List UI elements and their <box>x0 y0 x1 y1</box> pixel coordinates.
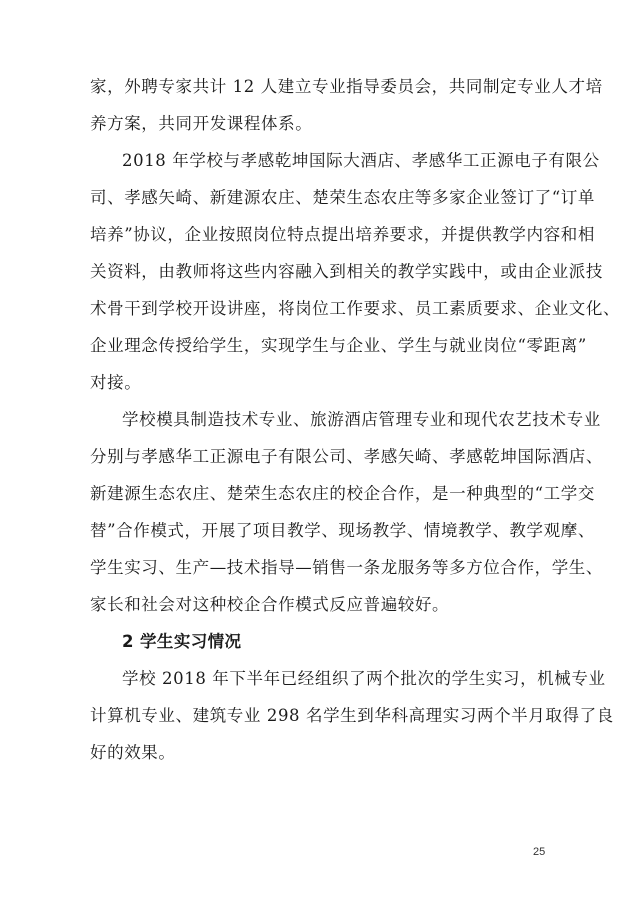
paragraph-line: 学校 2018 年下半年已经组织了两个批次的学生实习，机械专业 <box>122 669 606 688</box>
paragraph-line: 对接。 <box>90 373 142 392</box>
paragraph-line: 司、孝感矢崎、新建源农庄、楚荣生态农庄等多家企业签订了“订单 <box>90 188 595 207</box>
paragraph-line: 新建源生态农庄、楚荣生态农庄的校企合作，是一种典型的“工学交 <box>90 484 595 503</box>
paragraph-line: 学生实习、生产—技术指导—销售一条龙服务等多方位合作，学生、 <box>90 558 603 577</box>
paragraph-line: 替”合作模式，开展了项目教学、现场教学、情境教学、教学观摩、 <box>90 521 595 540</box>
paragraph-line: 学校模具制造技术专业、旅游酒店管理专业和现代农艺技术专业 <box>122 410 601 429</box>
paragraph-line: 企业理念传授给学生，实现学生与企业、学生与就业岗位“零距离” <box>90 336 587 355</box>
paragraph-line: 养方案，共同开发课程体系。 <box>90 114 313 133</box>
paragraph-line: 培养”协议，企业按照岗位特点提出培养要求，并提供教学内容和相 <box>90 225 595 244</box>
paragraph-line: 2018 年学校与孝感乾坤国际大酒店、孝感华工正源电子有限公 <box>122 151 600 170</box>
paragraph-line: 术骨干到学校开设讲座，将岗位工作要求、员工素质要求、企业文化、 <box>90 299 621 318</box>
paragraph-line: 计算机专业、建筑专业 298 名学生到华科高理实习两个半月取得了良 <box>90 706 614 725</box>
paragraph-line: 好的效果。 <box>90 743 176 762</box>
page-number: 25 <box>533 846 546 858</box>
section-heading: 2 学生实习情况 <box>122 632 242 651</box>
paragraph-line: 家长和社会对这种校企合作模式反应普遍较好。 <box>90 595 450 614</box>
paragraph-line: 关资料，由教师将这些内容融入到相关的教学实践中，或由企业派技 <box>90 262 603 281</box>
paragraph-line: 家，外聘专家共计 12 人建立专业指导委员会，共同制定专业人才培 <box>90 77 603 96</box>
paragraph-line: 分别与孝感华工正源电子有限公司、孝感矢崎、孝感乾坤国际酒店、 <box>90 447 603 466</box>
